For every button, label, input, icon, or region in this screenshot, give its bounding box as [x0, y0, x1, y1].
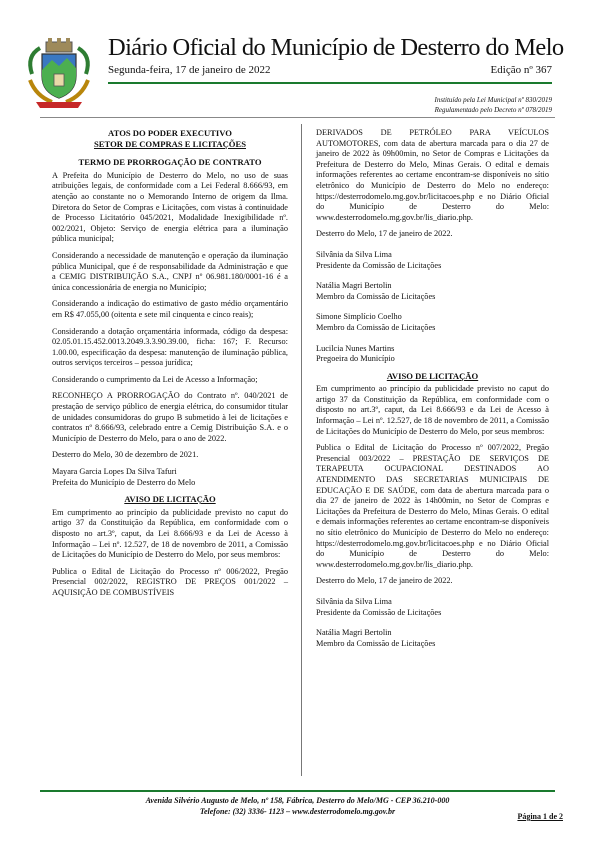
notice-title: AVISO DE LICITAÇÃO — [124, 494, 216, 505]
signatory-role: Membro da Comissão de Licitações — [316, 322, 436, 332]
header-divider — [108, 82, 552, 84]
column-divider — [301, 124, 302, 776]
signatory-role: Pregoeira do Município — [316, 354, 395, 364]
footer-contact: Telefone: (32) 3336- 1123 – www.desterrodomelo.mg.gov.br — [199, 807, 396, 816]
paragraph: RECONHEÇO A PRORROGAÇÃO do Contrato nº. 040/2021 de prestação de serviço público de energia elétrica, do consumidor titular de unidades consumidoras do grupo B submetido à lei de licitações e contratos nº 8.666/93, celebrado entre a Cemig Distribuição S.A. e o Município de Desterro do Melo, para o ano de 2022. — [52, 391, 288, 443]
left-column — [52, 128, 288, 605]
content-divider — [40, 117, 555, 118]
signatory-name: Natália Magri Bertolin — [316, 628, 392, 638]
place-date: Desterro do Melo, 30 de dezembro de 2021. — [52, 450, 199, 460]
signatory-name: Silvânia da Silva Lima — [316, 249, 392, 259]
issue-date: Segunda-feira, 17 de janeiro de 2022 — [108, 64, 271, 76]
paragraph: Em cumprimento ao princípio da publicidade previsto no caput do artigo 37 da Constituição da República, em conformidade com o disposto no art.3º, caput, da Lei 8.666/93 e da Lei de Acesso à Informação – Lei nº. 12.527, de 18 de novembro de 2011, a Comissão de Licitações do Município de Desterro do Melo, por seus membros: — [52, 507, 288, 560]
footer-address: Avenida Silvério Augusto de Melo, nº 158, Fábrica, Desterro do Melo/MG - CEP 36.210-000 — [145, 796, 450, 805]
right-column — [316, 128, 549, 649]
municipal-crest-icon — [22, 36, 96, 110]
signatory-name: Silvânia da Silva Lima — [316, 596, 392, 606]
signatory-role: Membro da Comissão de Licitações — [316, 291, 436, 301]
paragraph: Em cumprimento ao princípio da publicidade previsto no caput do artigo 37 da Constituição da República, em conformidade com o disposto no art.3º, caput, da Lei 8.666/93 e da Lei de Acesso à Informação – Lei nº. 12.527, de 18 de novembro de 2011, a Comissão de Licitações do Município de Desterro do Melo, por seus membros: — [316, 384, 549, 436]
signatory-name: Natália Magri Bertolin — [316, 281, 392, 291]
signatory-name: Simone Simplício Coelho — [316, 312, 402, 322]
signatory-name: Lucilcia Nunes Martins — [316, 343, 395, 353]
paragraph: Publica o Edital de Licitação do Processo nº 007/2022, Pregão Presencial 003/2022 – PRESTAÇÃO DE SERVIÇOS DE TERAPEUTA OCUPACIONAL DESTINADOS AO ATENDIMENTO DAS SECRETARIAS MUNICIPAIS DE EDUCAÇÃO E DE SAÚDE, com data de abertura marcada para o dia 27 de janeiro de 2022 às 14h00min, no Setor de Compras e Licitações da Prefeitura de Desterro do Melo, Minas Gerais. O edital e demais informações referentes ao certame encontram-se disponíveis no sítio eletrônico do Município de Desterro do Melo no endereço: https://desterrodomelo.mg.gov.br/licitacoes.php e no Diário Oficial do Município de Desterro do Melo: www.desterrodomelo.mg.gov.br/lis_diario.php. — [316, 443, 549, 569]
place-date: Desterro do Melo, 17 de janeiro de 2022. — [316, 576, 453, 586]
section-heading: ATOS DO PODER EXECUTIVO — [108, 128, 232, 138]
footer-divider — [40, 790, 555, 792]
institution-law: Instituído pela Lei Municipal nº 830/2019 — [434, 96, 552, 104]
term-title: TERMO DE PRORROGAÇÃO DE CONTRATO — [78, 157, 262, 168]
signatory-role: Prefeita do Município de Desterro do Melo — [52, 477, 196, 487]
paragraph: Considerando a necessidade de manutenção e operação da iluminação pública Municipal, que é de responsabilidade da Administração e que a CEMIG DISTRIBUIÇÃO S.A., CNPJ nº 06.981.180/0001-16 é a única concessionária de energia no Município; — [52, 250, 288, 292]
signatory-role: Membro da Comissão de Licitações — [316, 638, 436, 648]
paragraph: Considerando o cumprimento da Lei de Acesso a Informação; — [52, 374, 258, 384]
notice-title: AVISO DE LICITAÇÃO — [386, 370, 479, 381]
section-subheading: SETOR DE COMPRAS E LICITAÇÕES — [93, 138, 246, 149]
paragraph: A Prefeita do Município de Desterro do Melo, no uso de suas atribuições legais, de conformidade com a Lei Federal 8.666/93, em atenção ao constante no o Memorando Interno de origem da Ilma. Diretora do Setor de Compras e Licitações, com vistas à continuidade de Processo Licitatório 045/2021, Modalidade Inexigibilidade nº. 002/2021, Objeto: Serviço de energia elétrica para a iluminação pública municipal; — [52, 170, 288, 244]
regulation-decree: Regulamentado pelo Decreto nº 078/2019 — [434, 106, 552, 114]
page-title: Diário Oficial do Município de Desterro do Melo — [108, 34, 564, 61]
paragraph: DERIVADOS DE PETRÓLEO PARA VEÍCULOS AUTOMOTORES, com data de abertura marcada para o dia 27 de janeiro de 2022 às 09h00min, no Setor de Compras e Licitações da Prefeitura de Desterro do Melo, Minas Gerais. O edital e demais informações referentes ao certame encontram-se disponíveis no sítio eletrônico do Município de Desterro do Melo no endereço: https://desterrodomelo.mg.gov.br/licitacoes.php e no Diário Oficial do Município de Desterro do Melo: www.desterrodomelo.mg.gov.br/lis_diario.php. — [316, 128, 549, 222]
signatory-name: Mayara Garcia Lopes Da Silva Tafuri — [52, 467, 177, 477]
edition-number: Edição nº 367 — [490, 64, 552, 76]
signatory-role: Presidente da Comissão de Licitações — [316, 607, 442, 617]
page-number: Página 1 de 2 — [517, 812, 563, 821]
paragraph: Considerando a dotação orçamentária informada, código da despesa: 02.05.01.15.452.0013.2049.3.3.90.39.00, ficha: 167; F. Recurso: 1.00.00, especificação da despesa: manutenção de iluminação pública, outros serviços terceiros – pessoa jurídica; — [52, 326, 288, 368]
place-date: Desterro do Melo, 17 de janeiro de 2022. — [316, 229, 453, 239]
paragraph: Considerando a indicação do estimativo de gasto médio orçamentário em R$ 47.055,00 (oitenta e sete mil cinquenta e cinco reais); — [52, 299, 288, 319]
paragraph: Publica o Edital de Licitação do Processo nº 006/2022, Pregão Presencial 002/2022, REGISTRO DE PREÇOS 001/2022 – AQUISIÇÃO DE COMBUSTÍVEIS — [52, 566, 288, 597]
signatory-role: Presidente da Comissão de Licitações — [316, 260, 442, 270]
